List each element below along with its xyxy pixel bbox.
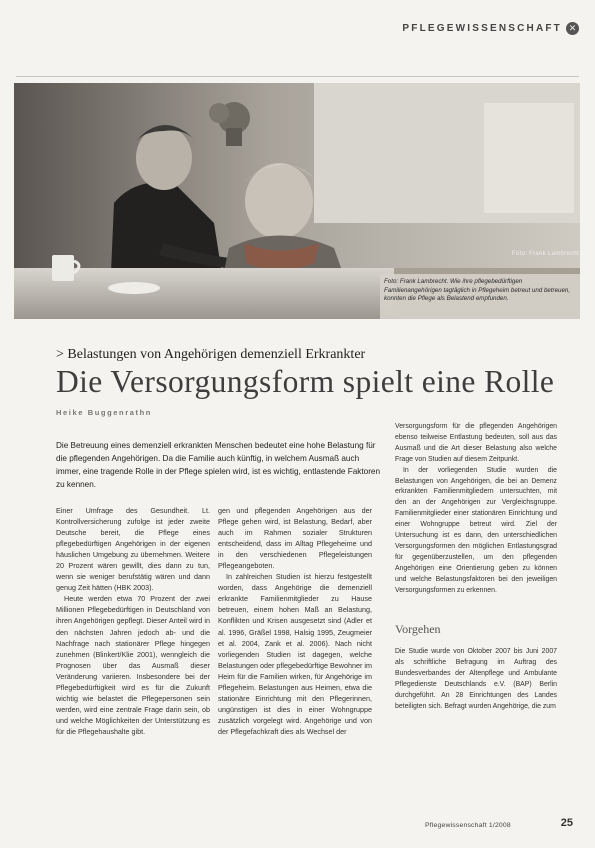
article-lead: Die Betreuung eines demenziell erkrankten Menschen bedeutet eine hohe Belastung für die pflegenden Angehörigen. Da die Familie auch künftig, in welchem Ausmaß auch immer, eine tragende Rolle in der Pflege spielen wird, ist es wichtig, entlastende Faktoren zu kennen. [56,441,381,489]
paragraph: In zahlreichen Studien ist hierzu festgestellt worden, dass Angehörige die demenziell erkrankte Familienmitglieder zu Hause betreuen, einem hohen Maß an Belastung, Konflikten und Krisen ausgesetzt sind (Adler et al. 1996, Gräßel 1998, Halsig 1995, Zeugmeier et al. 2004, Zank et al. 2006). Nach nicht vorliegenden Studien ist dagegen, welche Belastungen oder pflegebedürftige Bewohner im Heim für die Familien wirken, für Angehörige im Pflegeheim. Belastungen aus Heimen, etwa die stationäre Einrichtung mit den Pflegerinnen, ungünstigen ist dies in einer Wohngruppe zusätzlich vorgelegt wird. Angehörige und von der Pflegefachkraft dies als Wechsel der [218,572,372,736]
article-title: Die Versorgungsform spielt eine Rolle [56,364,555,399]
footer-journal: Pflegewissenschaft 1/2008 [425,822,511,829]
body-column-1 [56,505,210,737]
header-rule [16,76,579,77]
body-column-3-continued [395,647,557,712]
paragraph: gen und pflegenden Angehörigen aus der Pflege gehen wird, ist Belastung, Bedarf, aber auch im Rahmen sozialer Strukturen entscheidend, dass im Alltag Pflegeheime und in den verschiedenen Pflegeleistungen Pflegeangeboten. [218,506,372,571]
article-byline: Heike Buggenrathn [56,408,152,417]
photo-credit: Foto: Frank Lambrecht [512,251,579,257]
section-subhead: Vorgehen [395,622,441,636]
section-rubric [402,22,579,35]
body-column-3 [395,422,557,597]
x-circle-icon: ✕ [566,22,579,35]
photo-caption: Foto: Frank Lambrecht. Wie ihre pflegebedürftigen Familienangehörigen tagtäglich in Pflegeheim betreut und betreuen, konnten die Pflege als Belastend empfunden. [384,278,571,303]
body-column-2 [218,505,372,737]
rubric-label: PFLEGEWISSENSCHAFT [402,23,562,34]
article-kicker: > Belastungen von Angehörigen demenziell Erkrankter [56,347,366,362]
paragraph: In der vorliegenden Studie wurden die Belastungen von Angehörigen, die bei an Demenz erkrankten Familienmitgliedern untersuchten, mit den an der Angehörigen zur Vergleichsgruppe. Familienmitglieder einer stationären Einrichtung und einer Wohngruppe betreut wird. Ziel der Untersuchung ist es dann, den unterschiedlichen Versorgungsformen den möglichen Entlastungsgrad für gegenüberzustellen, um den pflegenden Angehörigen eine Orientierung geben zu können und welche Belastungsfaktoren bei den jeweiligen Versorgungsformen zu erkennen. [395,466,557,594]
paragraph: Heute werden etwa 70 Prozent der zwei Millionen Pflegebedürftigen in Deutschland von ihren Angehörigen gepflegt. Dieser Anteil wird in den nächsten Jahren jedoch ab- und die Nachfrage nach stationärer Pflege hingegen zunehmen (Blinkert/Klie 2001), wenngleich die Prognosen über das Ausmaß dieser Veränderung variieren. Insbesondere bei der Pflegebedürftigkeit wird es für die Zukunft wichtig wie belastet die Pflegepersonen sein werden, wird eine zentrale Frage darin sein, ob und welche Möglichkeiten der Unterstützung es für die Pflegehaushalte gibt. [56,594,210,736]
paragraph: Versorgungsform für die pflegenden Angehörigen ebenso teilweise Entlastung bedeuten, soll aus das Ausmaß und die Art dieser Belastung also welche Frage von Studien auf diesem Zeitpunkt. [395,423,557,463]
page-number: 25 [560,817,573,829]
paragraph: Einer Umfrage des Gesundheit. Lt. Kontrollversicherung zufolge ist jeder zweite Deutsche bereit, die Pflege eines pflegebedürftigen Angehörigen in der eigenen häuslichen Umgebung zu übernehmen. Weitere 20 Prozent wären gewillt, dies dann zu tun, wenn sie weniger berufstätig wären und dann genug Zeit hätten (HBK 2003). [56,506,210,593]
paragraph: Die Studie wurde von Oktober 2007 bis Juni 2007 als schriftliche Befragung im Auftrag des Bundesverbandes der Altenpflege und Ambulante Pflegedienste Deutschlands e.V. (BAP) Berlin durchgeführt. An 28 Einrichtungen des Landes beteiligten sich. Befragt wurden Angehörige, die zum [395,648,557,710]
